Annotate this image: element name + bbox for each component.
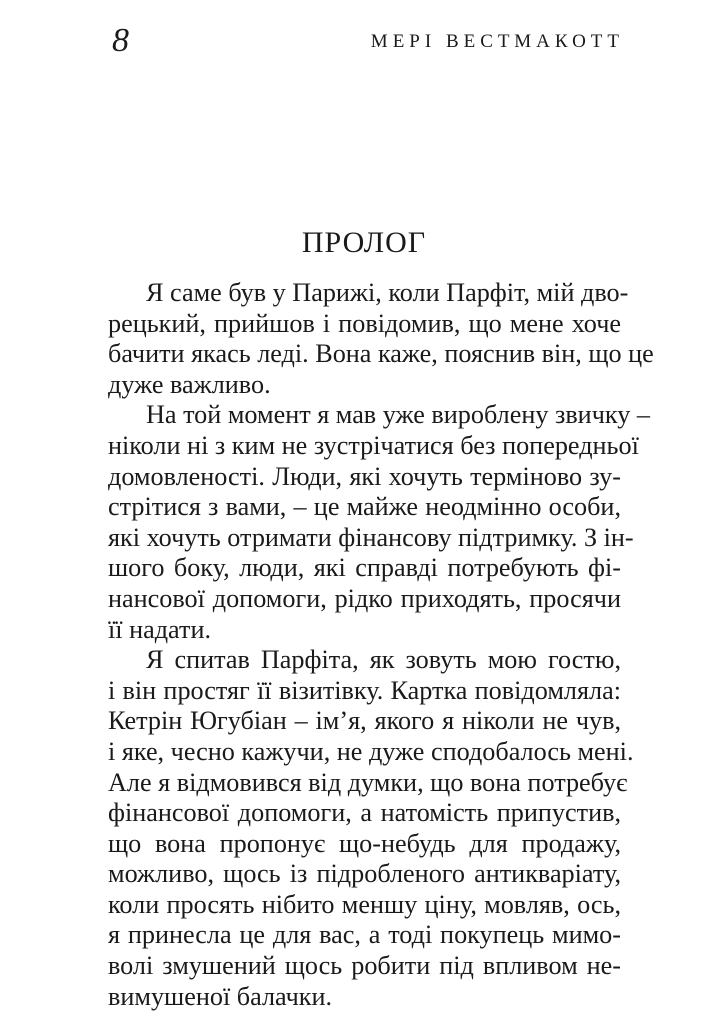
text-line: і він простяг її візитівку. Картка повідомляла: (108, 675, 621, 705)
text-line: що вона пропонує що-небудь для продажу, (108, 828, 621, 858)
text-line: Але я відмовився від думки, що вона потребує (108, 767, 628, 797)
paragraph (108, 278, 654, 400)
chapter-title: ПРОЛОГ (301, 226, 427, 259)
text-line: я принесла це для вас, а тоді покупець мимо- (108, 920, 621, 950)
paragraph (108, 645, 634, 1012)
text-line: Я спитав Парфіта, як зовуть мою гостю, (146, 645, 621, 675)
text-line: ніколи ні з ким не зустрічатися без попередньої (108, 430, 639, 460)
text-line: вимушеної балачки. (108, 981, 333, 1011)
text-line: коли просять нібито меншу ціну, мовляв, ось, (108, 889, 621, 919)
running-head-author: МЕРІ ВЕСТМАКОТТ (370, 31, 624, 52)
text-line: можливо, щось із підробленого антикваріату, (108, 859, 621, 889)
text-line: бачити якась леді. Вона каже, пояснив він, що це (108, 339, 654, 369)
page-number: 8 (112, 22, 129, 59)
text-line: шого боку, люди, які справді потребують фі- (108, 553, 621, 583)
text-line: її надати. (108, 614, 212, 644)
text-line: які хочуть отримати фінансову підтримку. З ін- (108, 522, 634, 552)
text-line: нансової допомоги, рідко приходять, просячи (108, 583, 621, 613)
text-line: Кетрін Югубіан – ім’я, якого я ніколи не чув, (108, 706, 621, 736)
text-line: фінансової допомоги, а натомість припустив, (108, 798, 621, 828)
body-text (108, 278, 654, 1012)
text-line: дуже важливо. (108, 369, 271, 399)
text-line: стрітися з вами, – це майже неодмінно особи, (108, 492, 621, 522)
text-line: На той момент я мав уже вироблену звичку – (146, 400, 650, 430)
text-line: домовленості. Люди, які хочуть терміново зу- (108, 461, 621, 491)
text-line: Я саме був у Парижі, коли Парфіт, мій дво- (146, 278, 629, 307)
paragraph (108, 400, 650, 645)
text-line: і яке, чесно кажучи, не дуже сподобалось мені. (108, 736, 634, 766)
text-line: рецький, прийшов і повідомив, що мене хоче (108, 308, 621, 338)
text-line: волі змушений щось робити під впливом не- (108, 951, 621, 981)
